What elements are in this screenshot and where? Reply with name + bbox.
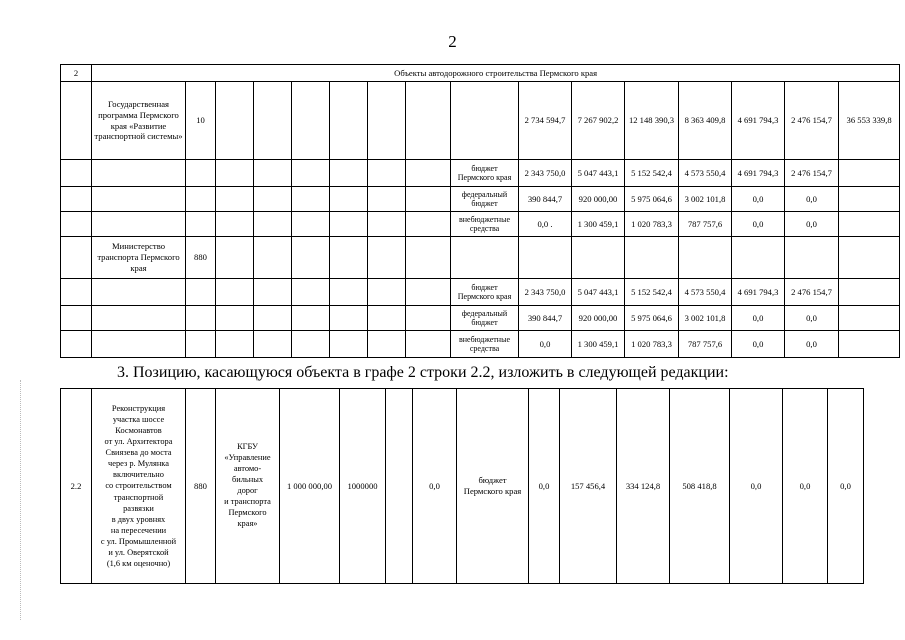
source-label: бюджет Пермского края (457, 389, 529, 584)
source-label: внебюджетные средства (451, 331, 519, 358)
program-name: Государственная программа Пермского края «Развитие транспортной системы» (92, 82, 186, 160)
row-number: 2 (61, 65, 92, 82)
object-code: 880 (186, 389, 216, 584)
object-row-number: 2.2 (61, 389, 92, 584)
value-cell: 5 152 542,4 (625, 279, 679, 306)
value-cell: 508 418,8 (670, 389, 730, 584)
source-label: бюджет Пермского края (451, 279, 519, 306)
value-cell: 920 000,00 (572, 187, 625, 212)
page-number: 2 (448, 32, 457, 51)
value-cell: 4 573 550,4 (679, 279, 732, 306)
value-cell: 0,0 (785, 187, 839, 212)
value-cell: 4 691 794,3 (732, 279, 785, 306)
customer-name: КГБУ «Управление автомо- бильных дорог и транспорта Пермского края» (216, 389, 280, 584)
program-total-cell: 2 734 594,7 (519, 82, 572, 160)
value-cell: 0,0 (732, 212, 785, 237)
financing-table (60, 64, 900, 358)
program-code: 10 (186, 82, 216, 160)
value-cell: 920 000,00 (572, 306, 625, 331)
value-cell: 0,0 (783, 389, 828, 584)
value-cell: 0,0 (519, 331, 572, 358)
ministry-source-row (61, 279, 900, 306)
value-cell: 2 476 154,7 (785, 160, 839, 187)
section-row (61, 65, 900, 82)
value-cell: 4 691 794,3 (732, 160, 785, 187)
value-cell: 0,0 (785, 331, 839, 358)
value-cell: 787 757,6 (679, 212, 732, 237)
value-cell: 5 047 443,1 (572, 160, 625, 187)
value-cell: 390 844,7 (519, 187, 572, 212)
program-source-row (61, 187, 900, 212)
source-label: бюджет Пермского края (451, 160, 519, 187)
value-cell: 157 456,4 (560, 389, 617, 584)
capacity-cell: 1000000 (340, 389, 386, 584)
value-cell: 0,0 (732, 306, 785, 331)
program-total-cell: 4 691 794,3 (732, 82, 785, 160)
value-cell: 2 476 154,7 (785, 279, 839, 306)
empty-cell (386, 389, 413, 584)
program-total-cell: 7 267 902,2 (572, 82, 625, 160)
value-cell: 1 020 783,3 (625, 212, 679, 237)
amendment-heading: 3. Позицию, касающуюся объекта в графе 2 строки 2.2, изложить в следующей редакции: (117, 364, 729, 381)
value-cell: 5 152 542,4 (625, 160, 679, 187)
value-cell: 4 573 550,4 (679, 160, 732, 187)
value-cell: 0,0 (785, 306, 839, 331)
scan-margin-line (20, 380, 21, 620)
ministry-source-row (61, 306, 900, 331)
value-cell: 0,0 . (519, 212, 572, 237)
program-total-cell: 8 363 409,8 (679, 82, 732, 160)
ministry-code: 880 (186, 237, 216, 279)
cost-cell: 1 000 000,00 (280, 389, 340, 584)
value-cell: 0,0 (828, 389, 864, 584)
source-label: внебюджетные средства (451, 212, 519, 237)
value-cell: 334 124,8 (617, 389, 670, 584)
program-total-cell: 2 476 154,7 (785, 82, 839, 160)
program-total-row (61, 82, 900, 160)
value-cell: 0,0 (732, 331, 785, 358)
value-cell: 2 343 750,0 (519, 279, 572, 306)
value-cell: 0,0 (785, 212, 839, 237)
object-row (61, 389, 864, 584)
value-cell: 5 047 443,1 (572, 279, 625, 306)
value-cell: 0,0 (730, 389, 783, 584)
value-cell: 1 300 459,1 (572, 212, 625, 237)
source-label: федеральный бюджет (451, 306, 519, 331)
value-cell: 1 020 783,3 (625, 331, 679, 358)
ministry-source-row (61, 331, 900, 358)
object-table (60, 388, 864, 584)
value-cell: 3 002 101,8 (679, 306, 732, 331)
program-total-cell: 12 148 390,3 (625, 82, 679, 160)
value-cell: 0,0 (529, 389, 560, 584)
section-title: Объекты автодорожного строительства Пермского края (92, 65, 900, 82)
ministry-row (61, 237, 900, 279)
value-cell: 5 975 064,6 (625, 306, 679, 331)
value-cell: 390 844,7 (519, 306, 572, 331)
zero-cell: 0,0 (413, 389, 457, 584)
program-source-row (61, 212, 900, 237)
value-cell: 0,0 (732, 187, 785, 212)
source-label: федеральный бюджет (451, 187, 519, 212)
ministry-name: Министерство транспорта Пермского края (92, 237, 186, 279)
object-name: Реконструкция участка шоссе Космонавтов от ул. Архитектора Свиязева до моста через р. Мулянка включительно со строительством транспортной развязки в двух уровнях на пересечении с ул. Промышленной и ул. Оверятской (1,6 км оценочно) (92, 389, 186, 584)
value-cell: 5 975 064,6 (625, 187, 679, 212)
value-cell: 1 300 459,1 (572, 331, 625, 358)
program-total-cell: 36 553 339,8 (839, 82, 900, 160)
value-cell: 2 343 750,0 (519, 160, 572, 187)
program-source-row (61, 160, 900, 187)
value-cell: 3 002 101,8 (679, 187, 732, 212)
value-cell: 787 757,6 (679, 331, 732, 358)
